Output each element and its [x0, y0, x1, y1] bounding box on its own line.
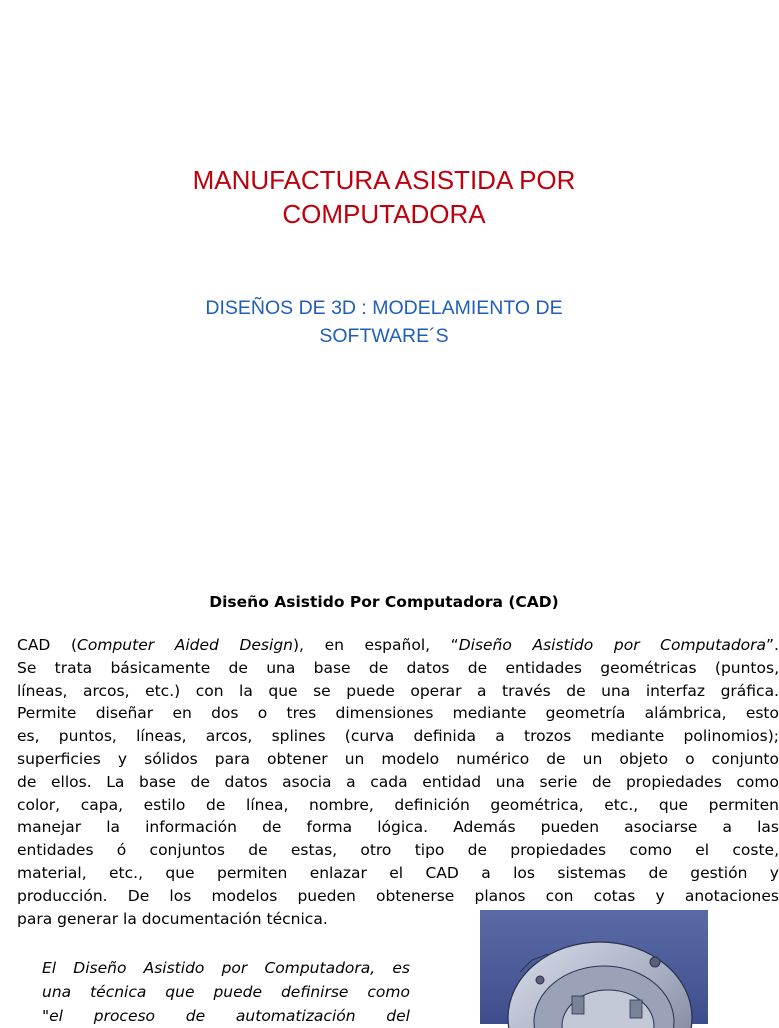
title-line-2: COMPUTADORA	[282, 199, 486, 229]
paragraph-line: producción. De los modelos pueden obtenerse planos con cotas y anotaciones	[17, 886, 779, 905]
paragraph-line: color, capa, estilo de línea, nombre, definición geométrica, etc., que permiten	[17, 795, 779, 814]
caption-line: "el proceso de automatización del	[42, 1007, 410, 1025]
page-title	[0, 163, 768, 231]
paragraph-line: de ellos. La base de datos asocia a cada entidad una serie de propiedades como	[17, 772, 779, 791]
figure-caption	[42, 956, 410, 1028]
cad-abbreviation: CAD	[17, 636, 51, 654]
cad-part-icon	[480, 910, 708, 1024]
caption-line: una técnica que puede definirse como	[42, 983, 410, 1001]
paragraph-line: Permite diseñar en dos o tres dimensiones mediante geometría alámbrica, esto	[17, 704, 779, 723]
paragraph-line: para generar la documentación técnica.	[17, 909, 328, 928]
paragraph-line: entidades ó conjuntos de estas, otro tipo de propiedades como el coste,	[17, 841, 779, 860]
subtitle-line-2: SOFTWARE´S	[319, 325, 449, 347]
caption-line: El Diseño Asistido por Computadora, es	[42, 959, 410, 977]
paragraph-connector: ), en español, “	[292, 636, 459, 654]
paragraph-line: líneas, arcos, etc.) con la que se puede operar a través de una interfaz gráfica.	[17, 681, 779, 700]
paragraph-line: manejar la información de forma lógica. Además pueden asociarse a las	[17, 818, 779, 837]
cad-part-render-image	[480, 910, 708, 1024]
title-line-1: MANUFACTURA ASISTIDA POR	[192, 165, 576, 195]
body-paragraph	[17, 634, 779, 930]
spanish-term: Diseño Asistido por Computadora	[458, 636, 767, 654]
paragraph-line: superficies y sólidos para obtener un modelo numérico de un objeto o conjunto	[17, 749, 779, 768]
paragraph-line: material, etc., que permiten enlazar el CAD a los sistemas de gestión y	[17, 863, 779, 882]
subtitle-line-1: DISEÑOS DE 3D : MODELAMIENTO DE	[205, 297, 563, 319]
paragraph-punct: (	[50, 636, 78, 654]
english-term: Computer Aided Design	[77, 636, 293, 654]
page-subtitle	[0, 294, 768, 350]
section-heading: Diseño Asistido Por Computadora (CAD)	[209, 593, 559, 611]
paragraph-punct: ”.	[766, 636, 779, 654]
paragraph-line: es, puntos, líneas, arcos, splines (curva definida a trozos mediante polinomios);	[17, 727, 779, 746]
paragraph-first-line	[17, 634, 779, 657]
paragraph-line: Se trata básicamente de una base de datos de entidades geométricas (puntos,	[17, 658, 779, 677]
